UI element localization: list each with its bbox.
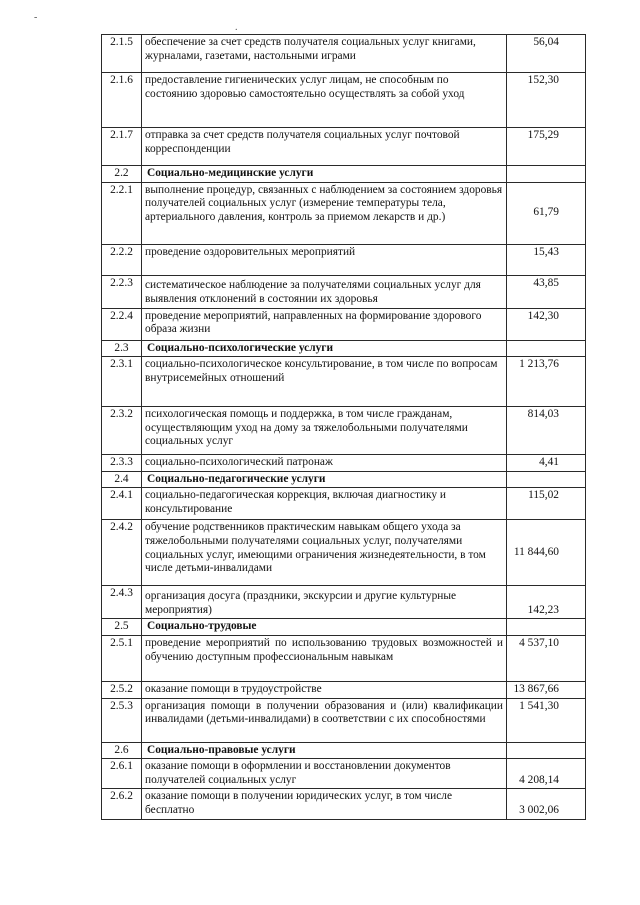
- table-row: [102, 698, 586, 742]
- table-row: [102, 635, 586, 681]
- item-number: 2.3.1: [102, 357, 142, 407]
- table-row: [102, 275, 586, 308]
- tariff-value: 142,30: [507, 308, 586, 340]
- service-description: психологическая помощь и поддержка, в том числе гражданам, осуществляющим уход на дому за тяжелобольными получателями социальных услуг: [142, 407, 507, 455]
- service-description: обучение родственников практическим навыкам общего ухода за тяжелобольными получателями социальных услуг, получателями социальных услуг, имеющими ограничения жизнедеятельности, в том числе детьми-инвалидами: [142, 520, 507, 586]
- table-row: [102, 244, 586, 275]
- table-row: [102, 455, 586, 472]
- tariff-value: [507, 742, 586, 759]
- service-description: социально-педагогическая коррекция, включая диагностику и консультирование: [142, 488, 507, 520]
- tariff-value: 15,43: [507, 244, 586, 275]
- table-row: [102, 182, 586, 244]
- table-row: [102, 520, 586, 586]
- item-number: 2.3: [102, 340, 142, 357]
- service-description: проведение оздоровительных мероприятий: [142, 244, 507, 275]
- item-number: 2.2.4: [102, 308, 142, 340]
- tariff-value: 814,03: [507, 407, 586, 455]
- tariff-value: 11 844,60: [507, 520, 586, 586]
- service-description: проведение мероприятий по использованию трудовых возможностей и обучению доступным профессиональным навыкам: [142, 635, 507, 681]
- service-description: организация досуга (праздники, экскурсии и другие культурные мероприятия): [142, 586, 507, 619]
- item-number: 2.5.1: [102, 635, 142, 681]
- table-row: [102, 488, 586, 520]
- section-title: Социально-трудовые: [142, 619, 507, 636]
- item-number: 2.1.6: [102, 73, 142, 128]
- tariff-value: 4,41: [507, 455, 586, 472]
- item-number: 2.3.3: [102, 455, 142, 472]
- item-number: 2.6: [102, 742, 142, 759]
- service-description: организация помощи в получении образования и (или) квалификации инвалидами (детьми-инвалидами) в соответствии с их способностями: [142, 698, 507, 742]
- service-description: обеспечение за счет средств получателя социальных услуг книгами, журналами, газетами, настольными играми: [142, 35, 507, 73]
- service-description: предоставление гигиенических услуг лицам, не способным по состоянию здоровью самостоятельно осуществлять за собой уход: [142, 73, 507, 128]
- item-number: 2.1.5: [102, 35, 142, 73]
- section-header-row: [102, 619, 586, 636]
- tariff-value: [507, 471, 586, 488]
- table-body: [102, 35, 586, 820]
- service-description: социально-психологическое консультирование, в том числе по вопросам внутрисемейных отношений: [142, 357, 507, 407]
- section-header-row: [102, 166, 586, 183]
- service-description: проведение мероприятий, направленных на формирование здорового образа жизни: [142, 308, 507, 340]
- scan-mark-dot: .: [235, 22, 238, 33]
- section-header-row: [102, 471, 586, 488]
- section-header-row: [102, 340, 586, 357]
- service-description: оказание помощи в оформлении и восстановлении документов получателей социальных услуг: [142, 759, 507, 789]
- tariff-value: 4 208,14: [507, 759, 586, 789]
- item-number: 2.1.7: [102, 128, 142, 166]
- item-number: 2.4.2: [102, 520, 142, 586]
- table-row: [102, 789, 586, 819]
- item-number: 2.2.3: [102, 275, 142, 308]
- item-number: 2.2.2: [102, 244, 142, 275]
- section-title: Социально-правовые услуги: [142, 742, 507, 759]
- tariff-value: 175,29: [507, 128, 586, 166]
- tariff-value: 43,85: [507, 275, 586, 308]
- tariff-value: 56,04: [507, 35, 586, 73]
- table-row: [102, 128, 586, 166]
- service-description: социально-психологический патронаж: [142, 455, 507, 472]
- section-header-row: [102, 742, 586, 759]
- table-row: [102, 308, 586, 340]
- item-number: 2.5: [102, 619, 142, 636]
- tariff-value: 1 213,76: [507, 357, 586, 407]
- service-description: оказание помощи в трудоустройстве: [142, 681, 507, 698]
- tariff-value: 4 537,10: [507, 635, 586, 681]
- item-number: 2.4.3: [102, 586, 142, 619]
- item-number: 2.5.3: [102, 698, 142, 742]
- item-number: 2.6.2: [102, 789, 142, 819]
- item-number: 2.4: [102, 471, 142, 488]
- tariff-value: 152,30: [507, 73, 586, 128]
- tariff-value: 1 541,30: [507, 698, 586, 742]
- service-description: отправка за счет средств получателя социальных услуг почтовой корреспонденции: [142, 128, 507, 166]
- tariff-value: 13 867,66: [507, 681, 586, 698]
- item-number: 2.2.1: [102, 182, 142, 244]
- services-tariff-table: [101, 34, 586, 820]
- service-description: оказание помощи в получении юридических услуг, в том числе бесплатно: [142, 789, 507, 819]
- section-title: Социально-психологические услуги: [142, 340, 507, 357]
- table-row: [102, 407, 586, 455]
- item-number: 2.2: [102, 166, 142, 183]
- item-number: 2.4.1: [102, 488, 142, 520]
- table-row: [102, 759, 586, 789]
- section-title: Социально-педагогические услуги: [142, 471, 507, 488]
- table-row: [102, 586, 586, 619]
- tariff-value: 61,79: [507, 182, 586, 244]
- section-title: Социально-медицинские услуги: [142, 166, 507, 183]
- tariff-value: [507, 619, 586, 636]
- service-description: систематическое наблюдение за получателями социальных услуг для выявления отклонений в состоянии их здоровья: [142, 275, 507, 308]
- table-row: [102, 681, 586, 698]
- service-description: выполнение процедур, связанных с наблюдением за состоянием здоровья получателей социальных услуг (измерение температуры тела, артериального давления, контроль за приемом лекарств и др.): [142, 182, 507, 244]
- scan-mark-dash: -: [34, 12, 38, 23]
- tariff-value: 142,23: [507, 586, 586, 619]
- tariff-value: 3 002,06: [507, 789, 586, 819]
- tariff-value: [507, 166, 586, 183]
- item-number: 2.6.1: [102, 759, 142, 789]
- item-number: 2.3.2: [102, 407, 142, 455]
- tariff-value: 115,02: [507, 488, 586, 520]
- item-number: 2.5.2: [102, 681, 142, 698]
- tariff-value: [507, 340, 586, 357]
- table-row: [102, 357, 586, 407]
- table-row: [102, 73, 586, 128]
- table-row: [102, 35, 586, 73]
